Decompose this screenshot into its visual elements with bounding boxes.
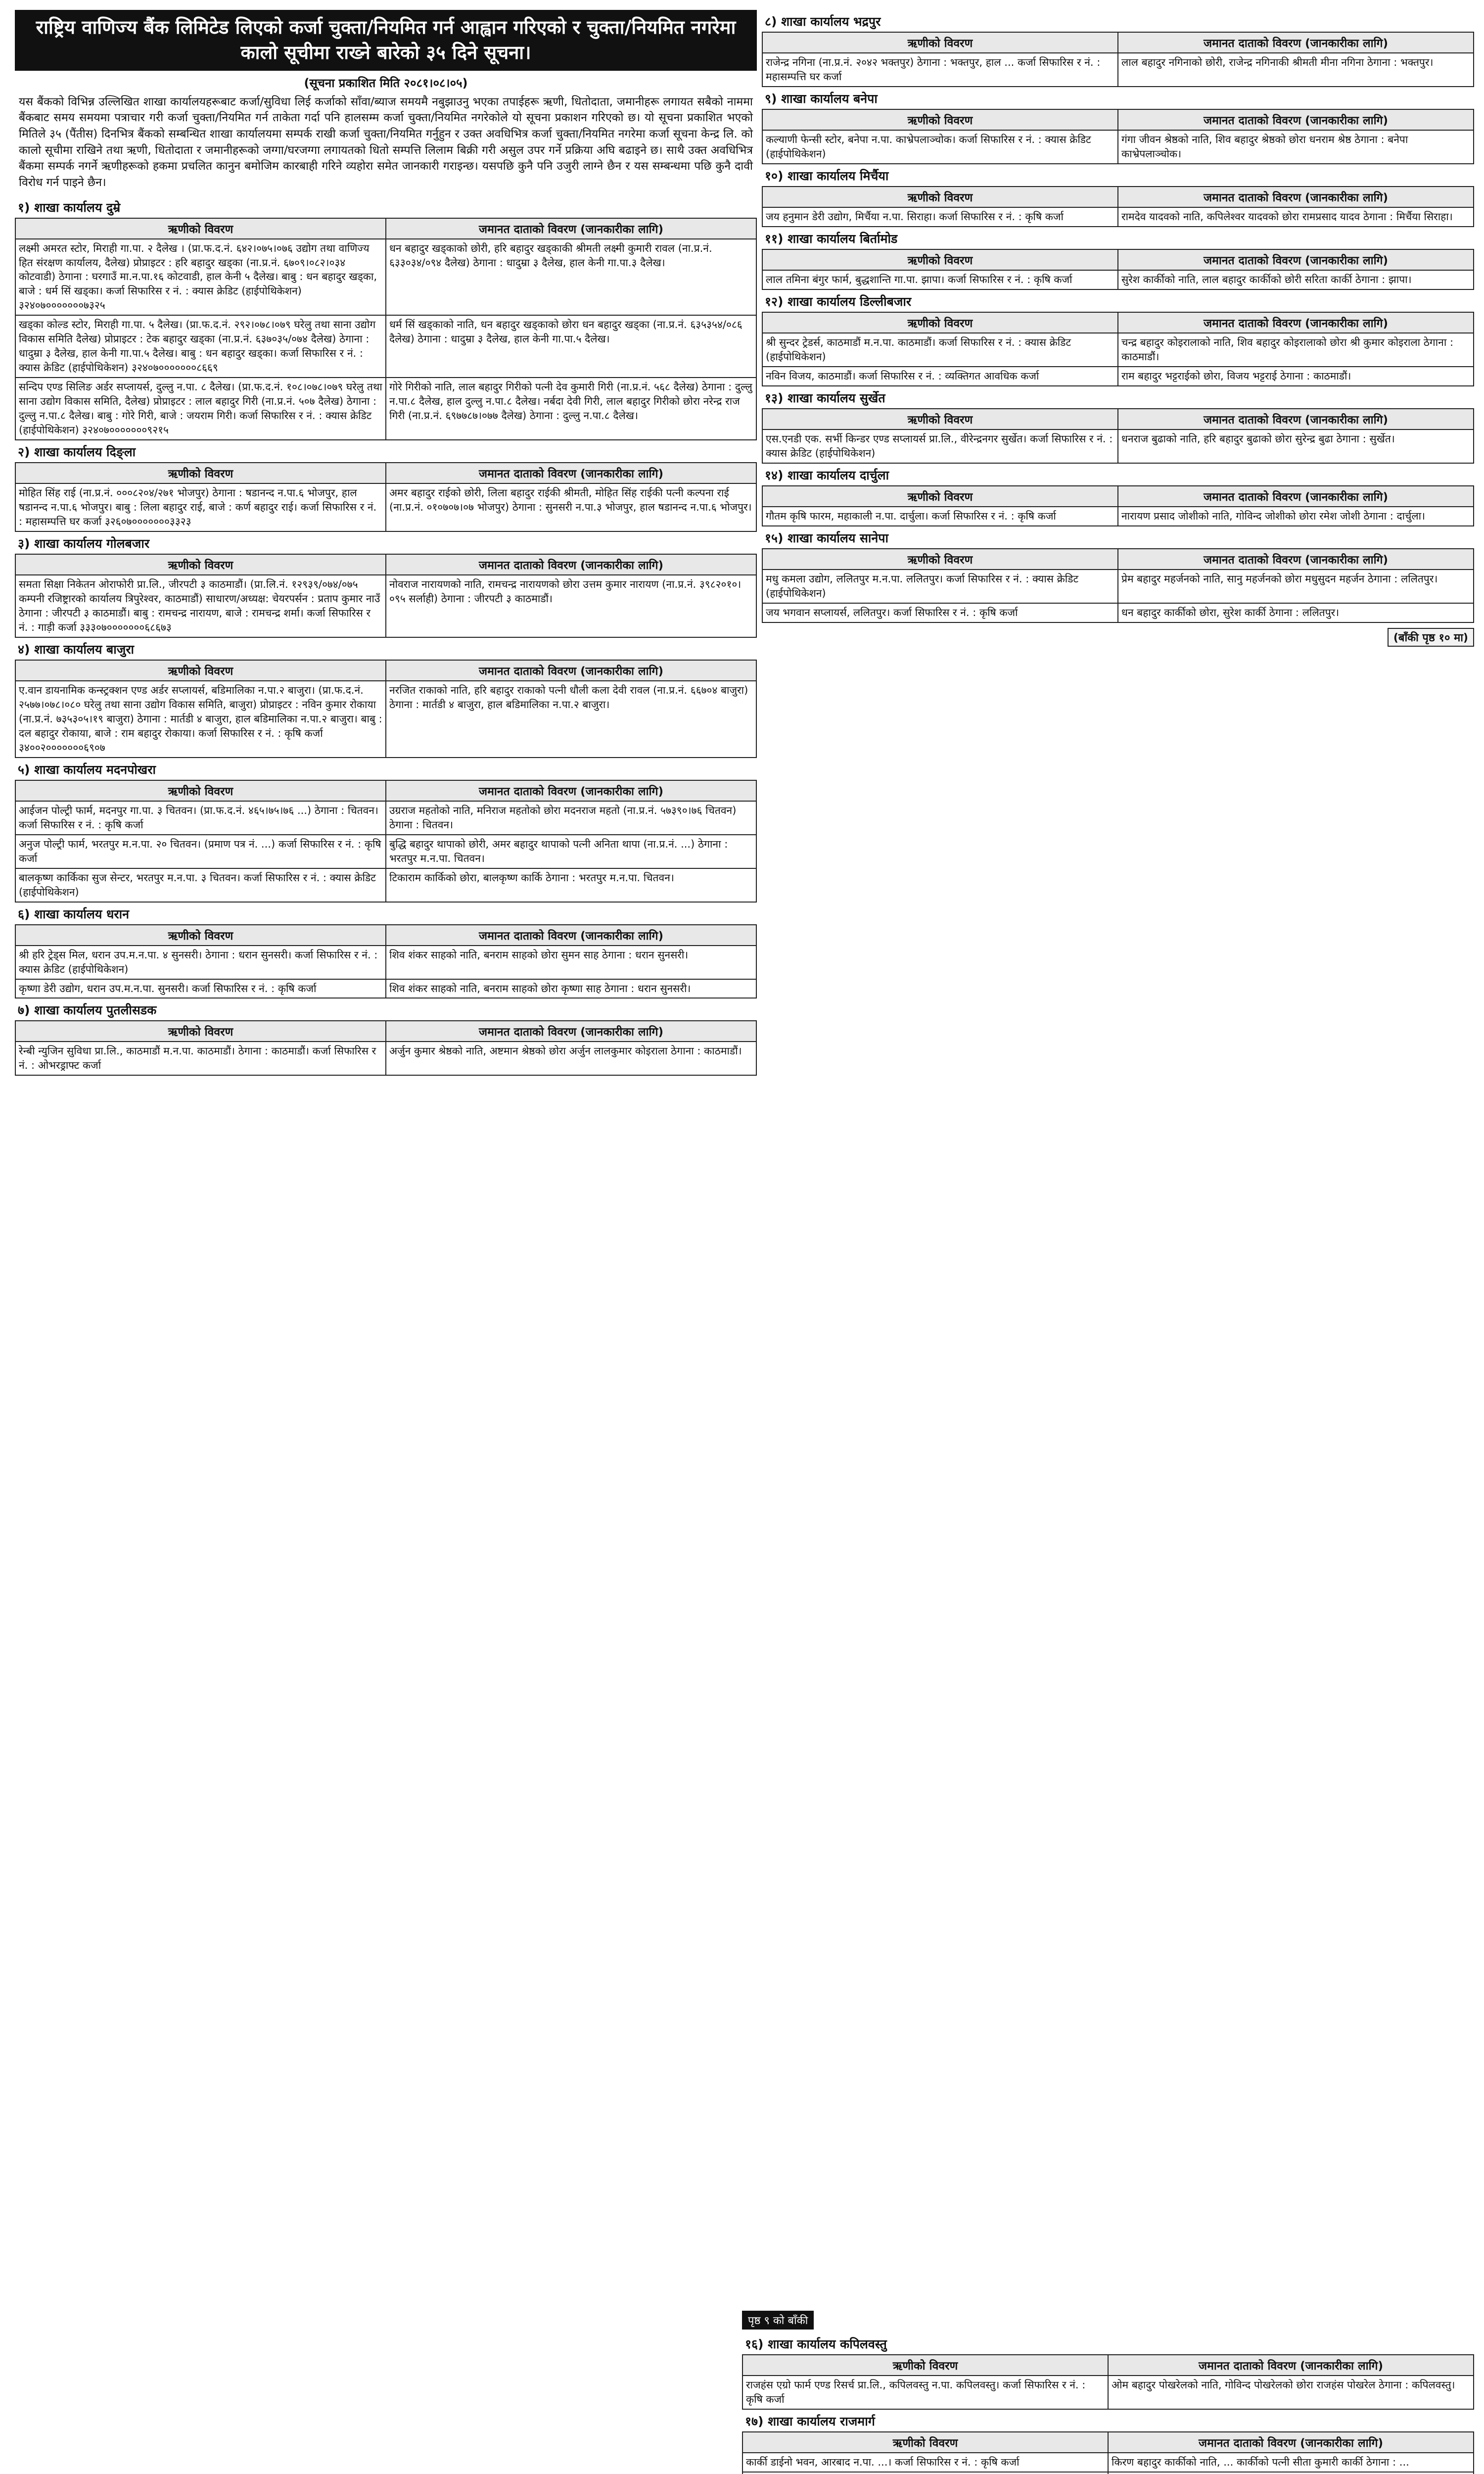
branch-office-heading: १४) शाखा कार्यालय दार्चुला — [765, 468, 889, 482]
table-header-row — [742, 2355, 1474, 2376]
guarantor-column-header: जमानत दाताको विवरण (जानकारीका लागि) — [1118, 486, 1474, 507]
borrower-column-header: ऋणीको विवरण — [762, 486, 1118, 507]
guarantor-column-header: जमानत दाताको विवरण (जानकारीका लागि) — [1108, 2432, 1474, 2453]
table-row — [762, 429, 1474, 463]
guarantor-column-header: जमानत दाताको विवरण (जानकारीका लागि) — [1118, 549, 1474, 570]
guarantor-column-header: जमानत दाताको विवरण (जानकारीका लागि) — [1118, 249, 1474, 270]
borrower-details-cell: खड्का कोल्ड स्टोर, मिराही गा.पा. ५ दैलेख। (प्रा.फ.द.नं. २९२।०७८।०७९ घरेलु तथा साना उद्योग विकास समिति दैलेख) प्रोप्राइटर : टेक बहादुर खड्का (ना.प्र.नं. ६३७०३५/०७४ दैलेख) ठेगाना : धादुम्रा ३ दैलेख, हाल केनी गा.पा.५ दैलेख। बाबु : धन बहादुर खड्का। कर्जा सिफारिस र नं. : क्यास क्रेडिट (हाईपोथिकेशन) ३२४०७०००००००८६६९ — [15, 315, 386, 378]
borrower-details-cell: लक्ष्मी अमरत स्टोर, मिराही गा.पा. २ दैलेख । (प्रा.फ.द.नं. ६४२।०७५।०७६ उद्योग तथा वाणिज्य हित संरक्षण कार्यालय, दैलेख) प्रोप्राइटर : हरि बहादुर खड्का (ना.प्र.नं. ६७०९।०८२।०३४ कोटवाडी) ठेगाना : घरगाउँ मा.न.पा.१६ कोटवाडी, हाल केनी ५ दैलेख। बाबु : धन बहादुर खड्का, बाजे : धर्म सिं खड्का। कर्जा सिफारिस र नं. : क्यास क्रेडिट (हाईपोथिकेशन) ३२४०७०००००००७३२५ — [15, 239, 386, 316]
borrower-details-cell: श्री हरि ट्रेड्स मिल, धरान उप.म.न.पा. ४ सुनसरी। ठेगाना : धरान सुनसरी। कर्जा सिफारिस र नं. : क्यास क्रेडिट (हाईपोथिकेशन) — [15, 946, 386, 979]
borrower-column-header: ऋणीको विवरण — [762, 109, 1118, 130]
loan-table — [762, 109, 1474, 164]
borrower-details-cell: कल्याणी फेन्सी स्टोर, बनेपा न.पा. काभ्रेपलाञ्चोक। कर्जा सिफारिस र नं. : क्यास क्रेडिट (हाईपोथिकेशन) — [762, 130, 1118, 164]
bottom-column — [742, 2311, 1474, 2474]
borrower-column-header: ऋणीको विवरण — [762, 312, 1118, 333]
borrower-details-cell: नविन विजय, काठमाडौं। कर्जा सिफारिस र नं. : व्यक्तिगत आवधिक कर्जा — [762, 367, 1118, 386]
branch-office-heading: ७) शाखा कार्यालय पुतलीसडक — [18, 1003, 157, 1018]
table-row — [762, 603, 1474, 622]
guarantor-details-cell — [1108, 2472, 1474, 2474]
loan-table — [762, 249, 1474, 290]
borrower-column-header: ऋणीको विवरण — [15, 554, 386, 575]
table-row — [15, 575, 756, 637]
table-row — [762, 53, 1474, 87]
guarantor-details-cell: नारायण प्रसाद जोशीको नाति, गोविन्द जोशीको छोरा रमेश जोशी ठेगाना : दार्चुला। — [1118, 507, 1474, 526]
guarantor-details-cell: धर्म सिं खड्काको नाति, धन बहादुर खड्काको छोरा धन बहादुर खड्का (ना.प्र.नं. ६३५३५४/०८६ दैलेख) ठेगाना : धादुम्रा ३ दैलेख, हाल केनी गा.पा.५ दैलेख। — [386, 315, 756, 378]
guarantor-details-cell: गंगा जीवन श्रेष्ठको नाति, शिव बहादुर श्रेष्ठको छोरा धनराम श्रेष्ठ ठेगाना : बनेपा काभ्रेपलाञ्चोक। — [1118, 130, 1474, 164]
table-header-row — [15, 463, 756, 483]
continue-tag: (बाँकी पृष्ठ १० मा) — [1388, 628, 1474, 647]
guarantor-details-cell: धन बहादुर कार्कीको छोरा, सुरेश कार्की ठेगाना : ललितपुर। — [1118, 603, 1474, 622]
table-header-row — [762, 109, 1474, 130]
guarantor-details-cell: बुद्धि बहादुर थापाको छोरी, अमर बहादुर थापाको पत्नी अनिता थापा (ना.प्र.नं. ...) ठेगाना : भरतपुर म.न.पा. चितवन। — [386, 835, 756, 868]
branch-office-heading: १) शाखा कार्यालय दुम्रे — [18, 200, 121, 215]
loan-table — [15, 554, 757, 638]
bottom-sections — [742, 2335, 1474, 2474]
guarantor-details-cell: ओम बहादुर पोखरेलको नाति, गोविन्द पोखरेलको छोरा राजहंस पोखरेल ठेगाना : कपिलवस्तु। — [1108, 2376, 1474, 2409]
guarantor-details-cell: धन बहादुर खड्काको छोरी, हरि बहादुर खड्काकी श्रीमती लक्ष्मी कुमारी रावल (ना.प्र.नं. ६३३०३४/०९४ दैलेख) ठेगाना : धादुम्रा ३ दैलेख, हाल केनी गा.पा.३ दैलेख। — [386, 239, 756, 316]
table-row — [15, 979, 756, 999]
borrower-details-cell: गौतम कृषि फारम, महाकाली न.पा. दार्चुला। कर्जा सिफारिस र नं. : कृषि कर्जा — [762, 507, 1118, 526]
branch-office-heading: ३) शाखा कार्यालय गोलबजार — [18, 536, 150, 551]
guarantor-column-header: जमानत दाताको विवरण (जानकारीका लागि) — [386, 218, 756, 239]
table-row — [762, 570, 1474, 603]
guarantor-details-cell: उग्रराज महतोको नाति, मनिराज महतोको छोरा मदनराज महतो (ना.प्र.नं. ५७३९०।७६ चितवन) ठेगाना : चितवन। — [386, 801, 756, 835]
branch-office-heading: १७) शाखा कार्यालय राजमार्ग — [745, 2414, 875, 2428]
borrower-column-header: ऋणीको विवरण — [15, 463, 386, 483]
table-header-row — [762, 187, 1474, 207]
guarantor-details-cell: अमर बहादुर राईको छोरी, लिला बहादुर राईकी श्रीमती, मोहित सिंह राईकी पत्नी कल्पना राई (ना.प्र.नं. ०१०७०७।०७ भोजपुर) ठेगाना : सुनसरी न.पा.३ भोजपुर, हाल षडानन्द न.पा.६ भोजपुर। — [386, 483, 756, 531]
borrower-column-header: ऋणीको विवरण — [15, 925, 386, 946]
borrower-column-header: ऋणीको विवरण — [742, 2432, 1108, 2453]
table-row — [762, 130, 1474, 164]
loan-table — [742, 2354, 1474, 2410]
guarantor-details-cell: टिकाराम कार्किको छोरा, बालकृष्ण कार्कि ठेगाना : भरतपुर म.न.पा. चितवन। — [386, 868, 756, 902]
guarantor-details-cell: अर्जुन कुमार श्रेष्ठको नाति, अष्टमान श्रेष्ठको छोरा अर्जुन लालकुमार कोइराला ठेगाना : काठमाडौं। — [386, 1042, 756, 1075]
branch-office-heading: २) शाखा कार्यालय दिङ्ला — [18, 445, 136, 460]
borrower-details-cell: बालकृष्ण कार्किका सुज सेन्टर, भरतपुर म.न.पा. ३ चितवन। कर्जा सिफारिस र नं. : क्यास क्रेडिट (हाईपोथिकेशन) — [15, 868, 386, 902]
guarantor-details-cell: धनराज बुढाको नाति, हरि बहादुर बुढाको छोरा सुरेन्द्र बुढा ठेगाना : सुर्खेत। — [1118, 429, 1474, 463]
loan-table — [15, 1020, 757, 1076]
guarantor-details-cell: नोवराज नारायणको नाति, रामचन्द्र नारायणको छोरा उत्तम कुमार नारायण (ना.प्र.नं. ३९८२०१०।०९५ सर्लाही) ठेगाना : जीरपटी ३ काठमाडौं। — [386, 575, 756, 637]
guarantor-details-cell: प्रेम बहादुर महर्जनको नाति, सानु महर्जनको छोरा मधुसुदन महर्जन ठेगाना : ललितपुर। — [1118, 570, 1474, 603]
table-row — [15, 835, 756, 868]
borrower-column-header: ऋणीको विवरण — [15, 660, 386, 681]
left-column — [15, 10, 757, 1079]
table-header-row — [762, 409, 1474, 429]
borrower-column-header: ऋणीको विवरण — [762, 249, 1118, 270]
right-sections — [762, 13, 1474, 623]
table-row — [15, 315, 756, 378]
branch-office-heading: १२) शाखा कार्यालय डिल्लीबजार — [765, 294, 912, 309]
loan-table — [762, 485, 1474, 526]
guarantor-column-header: जमानत दाताको विवरण (जानकारीका लागि) — [386, 660, 756, 681]
guarantor-column-header: जमानत दाताको विवरण (जानकारीका लागि) — [1118, 109, 1474, 130]
borrower-details-cell: जय हनुमान डेरी उद्योग, मिर्चैया न.पा. सिराहा। कर्जा सिफारिस र नं. : कृषि कर्जा — [762, 207, 1118, 227]
notice-title — [15, 10, 757, 71]
guarantor-details-cell: शिव शंकर साहको नाति, बनराम साहको छोरा कृष्णा साह ठेगाना : धरान सुनसरी। — [386, 979, 756, 999]
table-header-row — [15, 780, 756, 801]
table-row — [742, 2472, 1474, 2474]
branch-office-heading: ११) शाखा कार्यालय बिर्तामोड — [765, 231, 898, 246]
borrower-column-header: ऋणीको विवरण — [762, 549, 1118, 570]
table-header-row — [15, 660, 756, 681]
guarantor-column-header: जमानत दाताको विवरण (जानकारीका लागि) — [1118, 312, 1474, 333]
guarantor-column-header: जमानत दाताको विवरण (जानकारीका लागि) — [1118, 409, 1474, 429]
table-header-row — [762, 549, 1474, 570]
borrower-details-cell: अनुज पोल्ट्री फार्म, भरतपुर म.न.पा. २० चितवन। (प्रमाण पत्र नं. ...) कर्जा सिफारिस र नं. : कृषि कर्जा — [15, 835, 386, 868]
loan-table — [15, 924, 757, 999]
borrower-details-cell: श्री सुन्दर ट्रेडर्स, काठमाडौं म.न.पा. काठमाडौं। कर्जा सिफारिस र नं. : क्यास क्रेडिट (हाईपोथिकेशन) — [762, 333, 1118, 367]
loan-table — [762, 186, 1474, 227]
loan-table — [15, 218, 757, 441]
table-row — [15, 681, 756, 758]
table-row — [15, 801, 756, 835]
loan-table — [762, 408, 1474, 464]
loan-table — [762, 32, 1474, 87]
table-row — [15, 378, 756, 440]
borrower-details-cell: मोहित सिंह राई (ना.प्र.नं. ०००८२०४/२७१ भोजपुर) ठेगाना : षडानन्द न.पा.६ भोजपुर, हाल षडानन्द न.पा.६ भोजपुर। बाबु : लिला बहादुर राई, बाजे : कर्ण बहादुर राई। कर्जा सिफारिस र नं. : महासम्पत्ति घर कर्जा ३२६०७०००००००३३२३ — [15, 483, 386, 531]
borrower-column-header: ऋणीको विवरण — [762, 32, 1118, 53]
borrower-details-cell: ए.वान डायनामिक कन्स्ट्रक्शन एण्ड अर्डर सप्लायर्स, बडिमालिका न.पा.२ बाजुरा। (प्रा.फ.द.नं. २५७७।०७८।०८० घरेलु तथा साना उद्योग विकास समिति, बाजुरा) प्रोप्राइटर : नविन कुमार रोकाया (ना.प्र.नं. ७३५३०५।१९ बाजुरा) ठेगाना : मार्तडी ४ बाजुरा, हाल बडिमालिका न.पा.२ बाजुरा। बाबु : दल बहादुर रोकाया, बाजे : राम बहादुर रोकाया। कर्जा सिफारिस र नं. : कृषि कर्जा ३४००२०००००००६९०७ — [15, 681, 386, 758]
borrower-details-cell: लाल तमिना बंगुर फार्म, बुद्धशान्ति गा.पा. झापा। कर्जा सिफारिस र नं. : कृषि कर्जा — [762, 270, 1118, 289]
loan-table — [15, 780, 757, 903]
table-header-row — [762, 312, 1474, 333]
borrower-details-cell: राजेन्द्र नगिना (ना.प्र.नं. २०४२ भक्तपुर) ठेगाना : भक्तपुर, हाल ... कर्जा सिफारिस र नं. : महासम्पत्ति घर कर्जा — [762, 53, 1118, 87]
borrower-column-header: ऋणीको विवरण — [15, 218, 386, 239]
table-header-row — [742, 2432, 1474, 2453]
table-row — [15, 239, 756, 316]
borrower-details-cell: जय भगवान सप्लायर्स, ललितपुर। कर्जा सिफारिस र नं. : कृषि कर्जा — [762, 603, 1118, 622]
guarantor-details-cell: गोरे गिरीको नाति, लाल बहादुर गिरीको पत्नी देव कुमारी गिरी (ना.प्र.नं. ५६८ दैलेख) ठेगाना : दुल्लु न.पा.८ दैलेख, हाल दुल्लु न.पा.८ दैलेख। नर्बदा देवी गिरी, लाल बहादुर गिरीको छोरा नरेन्द्र राज गिरी (ना.प्र.नं. ६९७७८७।०७७ दैलेख) ठेगाना : दुल्लु न.पा.८ दैलेख। — [386, 378, 756, 440]
table-header-row — [15, 554, 756, 575]
loan-table — [15, 660, 757, 758]
borrower-details-cell: समता सिक्षा निकेतन ओराफोरी प्रा.लि., जीरपटी ३ काठमाडौं। (प्रा.लि.नं. १२९३९/०७४/०७५ कम्पनी रजिष्ट्रारको कार्यालय त्रिपुरेश्वर, काठमाडौं) साधारण/अध्यक्ष: चेयरपर्सन : प्रताप कुमार नाउँ ठेगाना : जीरपटी ३ काठमाडौं। बाबु : रामचन्द्र नारायण, बाजे : रामचन्द्र शर्मा। कर्जा सिफारिस र नं. : गाड़ी कर्जा ३३३०७०००००००६८६७३ — [15, 575, 386, 637]
borrower-details-cell: आईजन पोल्ट्री फार्म, मदनपुर गा.पा. ३ चितवन। (प्रा.फ.द.नं. ४६५।७५।७६ ...) ठेगाना : चितवन। कर्जा सिफारिस र नं. : कृषि कर्जा — [15, 801, 386, 835]
borrower-details-cell: रेन्बी न्युजिन सुविधा प्रा.लि., काठमाडौं म.न.पा. काठमाडौं। ठेगाना : काठमाडौं। कर्जा सिफारिस र नं. : ओभरड्राफ्ट कर्जा — [15, 1042, 386, 1075]
table-header-row — [762, 32, 1474, 53]
borrower-details-cell: राजहंस एग्रो फार्म एण्ड रिसर्च प्रा.लि., कपिलवस्तु न.पा. कपिलवस्तु। कर्जा सिफारिस र नं. : कृषि कर्जा — [742, 2376, 1108, 2409]
branch-office-heading: १५) शाखा कार्यालय सानेपा — [765, 530, 888, 545]
table-row — [762, 367, 1474, 386]
borrower-details-cell: सन्दिप एण्ड सिलिङ अर्डर सप्लायर्स, दुल्लु न.पा. ८ दैलेख। (प्रा.फ.द.नं. १०८।०७८।०७९ घरेलु तथा साना उद्योग विकास समिति, दैलेख) प्रोप्राइटर : लाल बहादुर गिरी (ना.प्र.नं. ५०७ दैलेख) ठेगाना : दुल्लु न.पा.८ दैलेख। बाबु : गोरे गिरी, बाजे : जयराम गिरी। कर्जा सिफारिस र नं. : क्यास क्रेडिट (हाईपोथिकेशन) ३२४०७०००००००९२१५ — [15, 378, 386, 440]
table-header-row — [15, 218, 756, 239]
left-sections — [15, 199, 757, 1076]
guarantor-column-header: जमानत दाताको विवरण (जानकारीका लागि) — [386, 780, 756, 801]
table-header-row — [762, 249, 1474, 270]
guarantor-column-header: जमानत दाताको विवरण (जानकारीका लागि) — [1118, 32, 1474, 53]
table-row — [15, 868, 756, 902]
branch-office-heading: ६) शाखा कार्यालय धरान — [18, 906, 129, 921]
branch-office-heading: ८) शाखा कार्यालय भद्रपुर — [765, 14, 881, 29]
table-row — [15, 946, 756, 979]
branch-office-heading: १०) शाखा कार्यालय मिर्चैया — [765, 168, 889, 183]
branch-office-heading: ५) शाखा कार्यालय मदनपोखरा — [18, 762, 156, 777]
loan-table — [762, 312, 1474, 386]
branch-office-heading: ४) शाखा कार्यालय बाजुरा — [18, 642, 135, 657]
borrower-column-header: ऋणीको विवरण — [15, 1021, 386, 1042]
guarantor-column-header: जमानत दाताको विवरण (जानकारीका लागि) — [386, 463, 756, 483]
borrower-details-cell: मधु कमला उद्योग, ललितपुर म.न.पा. ललितपुर। कर्जा सिफारिस र नं. : क्यास क्रेडिट (हाईपोथिकेशन) — [762, 570, 1118, 603]
table-row — [762, 207, 1474, 227]
guarantor-column-header: जमानत दाताको विवरण (जानकारीका लागि) — [1108, 2355, 1474, 2376]
notice-title-line2: कालो सूचीमा राख्ने बारेको ३५ दिने सूचना। — [240, 42, 531, 64]
guarantor-column-header: जमानत दाताको विवरण (जानकारीका लागि) — [386, 554, 756, 575]
guarantor-column-header: जमानत दाताको विवरण (जानकारीका लागि) — [386, 1021, 756, 1042]
branch-office-heading: १३) शाखा कार्यालय सुर्खेत — [765, 390, 885, 405]
borrower-column-header: ऋणीको विवरण — [762, 409, 1118, 429]
loan-table — [15, 462, 757, 532]
table-row — [15, 1042, 756, 1075]
borrower-column-header: ऋणीको विवरण — [762, 187, 1118, 207]
page-continuation-tag: पृष्ठ ९ को बाँकी — [742, 2311, 814, 2330]
right-column — [762, 10, 1474, 647]
notice-title-line1: राष्ट्रिय वाणिज्य बैंक लिमिटेड लिएको कर्जा चुक्ता/नियमित गर्न आह्वान गरिएको र चुक्ता/नियमित नगरेमा — [36, 16, 736, 38]
table-row — [762, 333, 1474, 367]
table-row — [742, 2453, 1474, 2472]
table-header-row — [762, 486, 1474, 507]
guarantor-details-cell: नरजित राकाको नाति, हरि बहादुर राकाको पत्नी धौली कला देवी रावल (ना.प्र.नं. ६६७०४ बाजुरा) ठेगाना : मार्तडी ४ बाजुरा, हाल बडिमालिका न.पा.२ बाजुरा। — [386, 681, 756, 758]
guarantor-details-cell: शिव शंकर साहको नाति, बनराम साहको छोरा सुमन साह ठेगाना : धरान सुनसरी। — [386, 946, 756, 979]
guarantor-details-cell: रामदेव यादवको नाति, कपिलेश्वर यादवको छोरा रामप्रसाद यादव ठेगाना : मिर्चैया सिराहा। — [1118, 207, 1474, 227]
borrower-details-cell: एस.एनडी एक. सर्भी किन्डर एण्ड सप्लायर्स प्रा.लि., वीरेन्द्रनगर सुर्खेत। कर्जा सिफारिस र नं. : क्यास क्रेडिट (हाईपोथिकेशन) — [762, 429, 1118, 463]
borrower-details-cell — [742, 2472, 1108, 2474]
borrower-details-cell: कृष्णा डेरी उद्योग, धरान उप.म.न.पा. सुनसरी। कर्जा सिफारिस र नं. : कृषि कर्जा — [15, 979, 386, 999]
guarantor-details-cell: चन्द्र बहादुर कोइरालाको नाति, शिव बहादुर कोइरालाको छोरा श्री कुमार कोइराला ठेगाना : काठमाडौं। — [1118, 333, 1474, 367]
loan-table — [742, 2431, 1474, 2474]
table-row — [762, 270, 1474, 289]
table-row — [762, 507, 1474, 526]
notice-body: यस बैंकको विभिन्न उल्लिखित शाखा कार्यालयहरूबाट कर्जा/सुविधा लिई कर्जाको साँवा/ब्याज समयमै नबुझाउनु भएका तपाईहरू ऋणी, धितोदाता, जमानीहरू लगायत सबैको नाममा बैंकबाट समय समयमा पत्राचार गरी कर्जा चुक्ता/नियमित गर्न ताकेता गर्दा पनि हालसम्म कर्जा चुक्ता/नियमित नगरेकोले यो सूचना प्रकाशन गरिएको छ। यो सूचना प्रकाशित भएको मितिले ३५ (पैंतीस) दिनभित्र बैंकको सम्बन्धित शाखा कार्यालयमा सम्पर्क राखी कर्जा चुक्ता/नियमित गर्नुहुन र उक्त अवधिभित्र कर्जा चुक्ता/नियमित नगरेमा कर्जा सूचना केन्द्र लि. को कालो सूचीमा राखिने तथा ऋणी, धितोदाता र जमानीहरूको जग्गा/घरजग्गा लगायतको धितो सम्पत्ति लिलाम बिक्री गरी असुल उपर गर्ने प्रक्रिया अघि बढाइने छ। साथै उक्त अवधिभित्र बैंकमा सम्पर्क नगर्ने ऋणीहरूको हकमा प्रचलित कानुन बमोजिम कारबाही गरिने व्यहोरा समेत जानकारी गराइन्छ। यसपछि कुनै पनि उजुरी लाग्ने छैन र यस सम्बन्धमा पछि कुनै दावी विरोध गर्न पाइने छैन। — [19, 95, 753, 189]
borrower-column-header: ऋणीको विवरण — [15, 780, 386, 801]
table-header-row — [15, 925, 756, 946]
branch-office-heading: ९) शाखा कार्यालय बनेपा — [765, 91, 878, 106]
guarantor-column-header: जमानत दाताको विवरण (जानकारीका लागि) — [386, 925, 756, 946]
table-row — [15, 483, 756, 531]
guarantor-details-cell: राम बहादुर भट्टराईको छोरा, विजय भट्टराई ठेगाना : काठमाडौं। — [1118, 367, 1474, 386]
notice-subtitle: (सूचना प्रकाशित मिति २०८१।०८।०५) — [304, 76, 468, 90]
table-row — [742, 2376, 1474, 2409]
guarantor-column-header: जमानत दाताको विवरण (जानकारीका लागि) — [1118, 187, 1474, 207]
branch-office-heading: १६) शाखा कार्यालय कपिलवस्तु — [745, 2337, 887, 2351]
borrower-details-cell: कार्की डाईनो भवन, आरबाद न.पा. ...। कर्जा सिफारिस र नं. : कृषि कर्जा — [742, 2453, 1108, 2472]
loan-table — [762, 548, 1474, 623]
guarantor-details-cell: किरण बहादुर कार्कीको नाति, ... कार्कीको पत्नी सीता कुमारी कार्की ठेगाना : ... — [1108, 2453, 1474, 2472]
table-header-row — [15, 1021, 756, 1042]
guarantor-details-cell: लाल बहादुर नगिनाको छोरी, राजेन्द्र नगिनाकी श्रीमती मीना नगिना ठेगाना : भक्तपुर। — [1118, 53, 1474, 87]
guarantor-details-cell: सुरेश कार्कीको नाति, लाल बहादुर कार्कीको छोरी सरिता कार्की ठेगाना : झापा। — [1118, 270, 1474, 289]
borrower-column-header: ऋणीको विवरण — [742, 2355, 1108, 2376]
